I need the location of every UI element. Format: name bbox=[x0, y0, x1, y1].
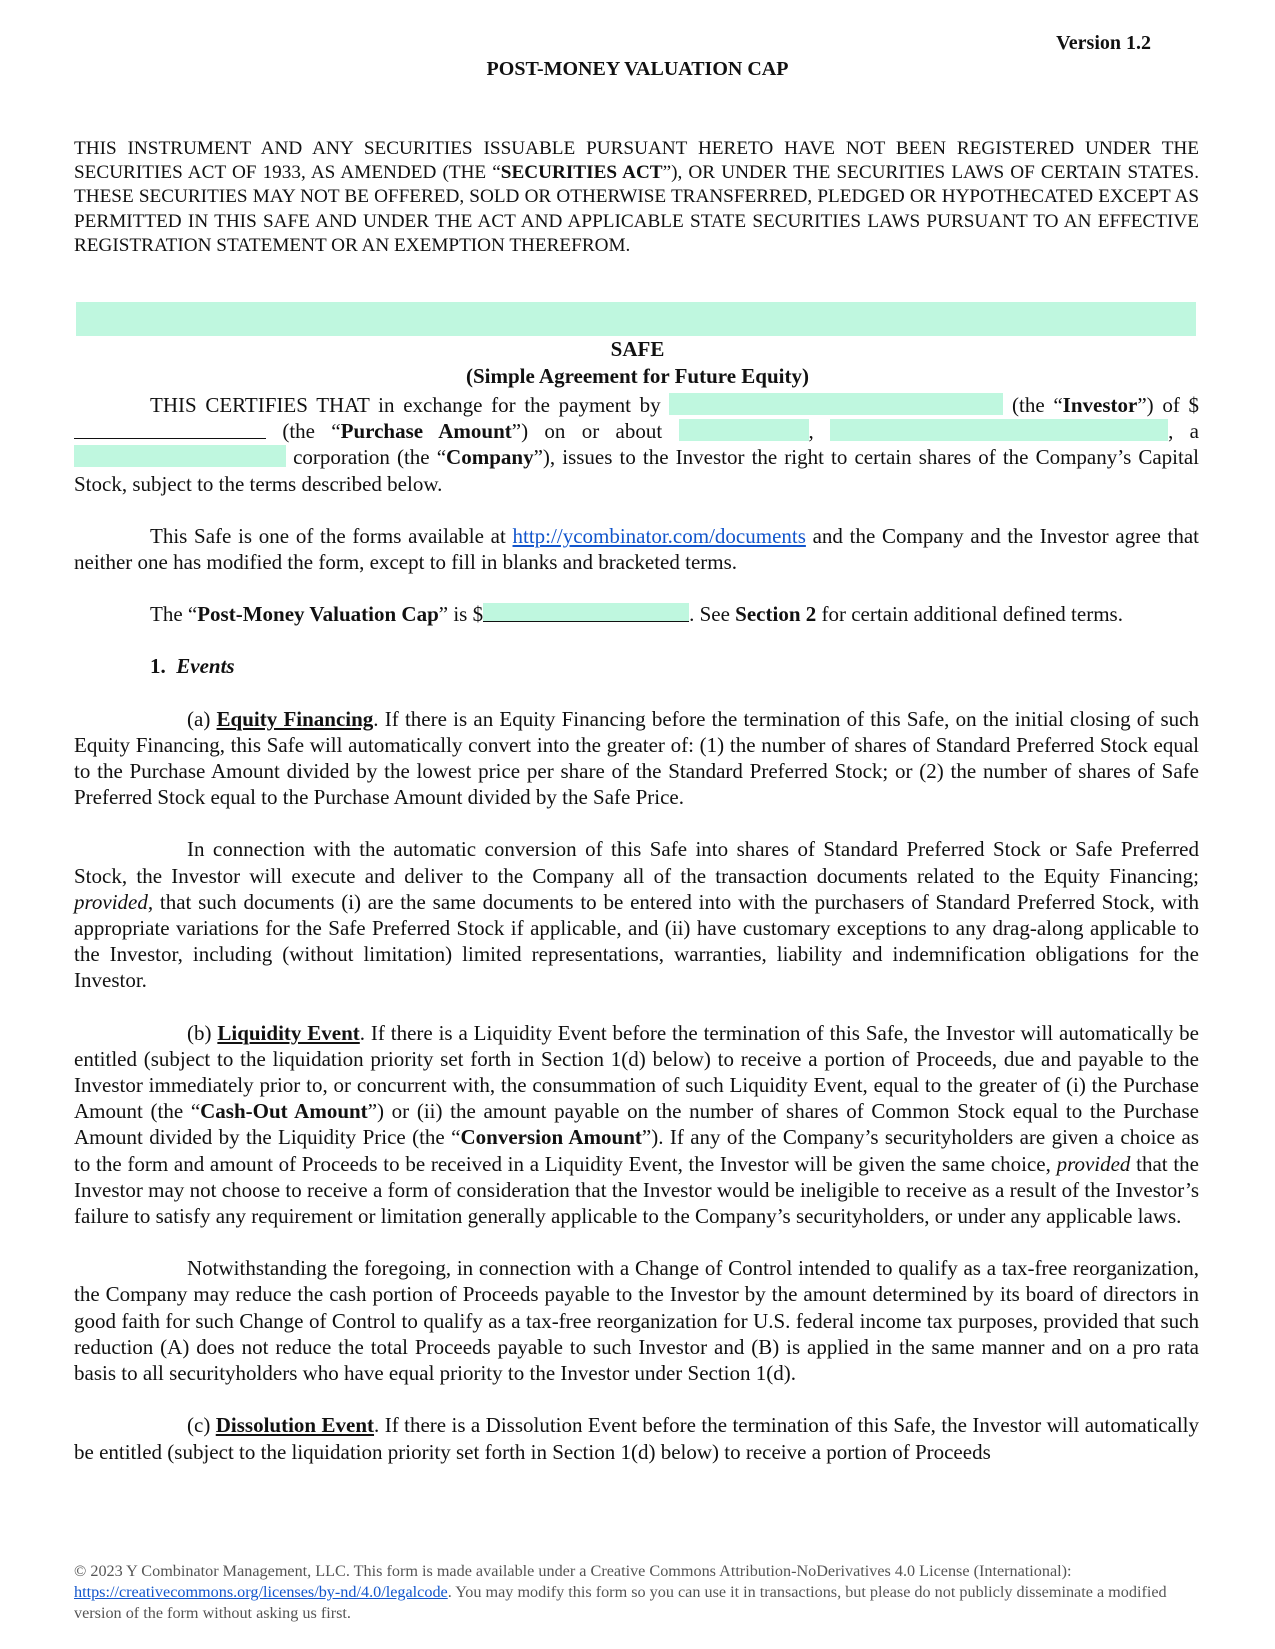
header-fill-field[interactable] bbox=[76, 302, 1196, 336]
ycombinator-documents-link[interactable]: http://ycombinator.com/documents bbox=[512, 523, 806, 548]
equity-financing-heading: Equity Financing bbox=[216, 706, 374, 731]
conversion-text-1: In connection with the automatic conversion of this Safe into shares of Standard Preferred Stock or Safe Preferred Stock, the Investor will execute and deliver to the Company all of the transaction documents related to the Equity Financing; bbox=[74, 837, 1199, 888]
investor-name-field[interactable] bbox=[669, 393, 1003, 415]
purchase-amount-field[interactable] bbox=[74, 420, 266, 439]
purchase-amount-term: Purchase Amount bbox=[340, 419, 512, 444]
year-field[interactable] bbox=[830, 419, 1168, 441]
intro-text-1: THIS CERTIFIES THAT in exchange for the payment by bbox=[150, 393, 670, 417]
paragraph-b-label: (b) bbox=[187, 1020, 218, 1045]
legend-text-1: THIS INSTRUMENT AND ANY SECURITIES ISSUABLE PURSUANT HERETO HAVE NOT BEEN REGISTERED UNDER THE SECURITIES ACT OF 1933, AS AMENDED (THE “ bbox=[74, 138, 1199, 184]
conversion-paragraph bbox=[74, 836, 1199, 993]
paragraph-c-text: . If there is a Dissolution Event before the termination of this Safe, the Investor will automatically be entitled (subject to the liquidation priority set forth in Section 1(d) below) to receive a portion of Proceeds bbox=[74, 1413, 1200, 1464]
intro-text-3: ”) of $ bbox=[1137, 393, 1199, 417]
valuation-cap-paragraph bbox=[74, 601, 1199, 627]
state-of-incorporation-field[interactable] bbox=[74, 445, 286, 467]
dissolution-event-heading: Dissolution Event bbox=[215, 1413, 375, 1438]
section-2-reference: Section 2 bbox=[735, 602, 817, 627]
intro-paragraph bbox=[74, 392, 1199, 497]
conversion-text-2: that such documents (i) are the same documents to be entered into with the purchasers of Standard Preferred Stock, with appropriate variations for the Safe Preferred Stock if applicable, and (ii) have customary exceptions to any drag-along applicable to the Investor, including (without limitation) limited representations, warranties, liability and indemnification obligations for the Investor. bbox=[74, 889, 1199, 993]
forms-text-2: and the Company and the Investor agree that neither one has modified the form, except to fill in blanks and bracketed terms. bbox=[74, 523, 1199, 575]
valuation-text-3: . See bbox=[689, 602, 736, 627]
securities-legend bbox=[74, 137, 1199, 258]
paragraph-b bbox=[74, 1020, 1199, 1230]
valuation-cap-term: Post-Money Valuation Cap bbox=[197, 602, 439, 627]
date-field[interactable] bbox=[679, 419, 809, 441]
forms-paragraph bbox=[74, 523, 1199, 575]
paragraph-b-text-2: ”) or (ii) the amount payable on the number of shares of Common Stock equal to the Purchase Amount divided by the Liquidity Price (the “ bbox=[74, 1099, 1199, 1150]
cash-out-amount-term: Cash-Out Amount bbox=[200, 1099, 368, 1124]
safe-title-line2: (Simple Agreement for Future Equity) bbox=[466, 364, 809, 388]
valuation-text-1: The “ bbox=[150, 602, 198, 627]
license-footer bbox=[74, 1561, 1204, 1624]
paragraph-c bbox=[74, 1412, 1199, 1464]
safe-title-line1: SAFE bbox=[610, 337, 665, 361]
provided-term: provided, bbox=[74, 889, 154, 914]
version-label: Version 1.2 bbox=[1056, 32, 1151, 54]
notwithstanding-paragraph: Notwithstanding the foregoing, in connection with a Change of Control intended to qualify as a tax-free reorganization, the Company may reduce the cash portion of Proceeds payable to the Investor by the amount determined by its board of directors in good faith for such Change of Control to qualify as a tax-free reorganization for U.S. federal income tax purposes, provided that such reduction (A) does not reduce the total Proceeds payable to such Investor and (B) is applied in the same manner and on a pro rata basis to all securityholders who have equal priority to the Investor under Section 1(d). bbox=[74, 1256, 1199, 1386]
section-1-title: Events bbox=[176, 654, 235, 679]
license-link[interactable]: https://creativecommons.org/licenses/by-nd/4.0/legalcode bbox=[74, 1583, 448, 1601]
section-1-heading bbox=[74, 653, 1199, 679]
safe-title bbox=[0, 336, 1275, 390]
company-term: Company bbox=[446, 445, 534, 470]
forms-text-1: This Safe is one of the forms available at bbox=[150, 523, 513, 548]
paragraph-b-text-1: . If there is a Liquidity Event before the termination of this Safe, the Investor will automatically be entitled (subject to the liquidation priority set forth in Section 1(d) below) to receive a portion of Proceeds, due and payable to the Investor immediately prior to, or concurrent with, the consummation of such Liquidity Event, equal to the greater of (i) the Purchase Amount (the “ bbox=[74, 1020, 1199, 1124]
investor-term: Investor bbox=[1062, 393, 1138, 417]
paragraph-b-text-3: ”). If any of the Company’s securityholders are given a choice as to the form and amount of Proceeds to be received in a Liquidity Event, the Investor will be given the same choice, bbox=[74, 1125, 1200, 1176]
section-1-number: 1. bbox=[150, 654, 166, 679]
intro-text-7: ”), issues to the Investor the right to certain shares of the Company’s Capital Stock, subject to the terms described below. bbox=[74, 445, 1199, 496]
intro-text-5: ”) on or about bbox=[511, 419, 679, 444]
intro-text-4: (the “ bbox=[266, 419, 341, 444]
valuation-text-4: for certain additional defined terms. bbox=[816, 602, 1123, 627]
conversion-amount-term: Conversion Amount bbox=[460, 1125, 642, 1150]
document-body bbox=[74, 392, 1199, 1491]
paragraph-a-label: (a) bbox=[187, 706, 217, 731]
intro-text-6: corporation (the “ bbox=[286, 445, 447, 470]
footer-text-1: © 2023 Y Combinator Management, LLC. This form is made available under a Creative Commons Attribution-NoDerivatives 4.0 License (International): bbox=[74, 1562, 1072, 1580]
legend-bold-term: SECURITIES ACT bbox=[500, 162, 663, 184]
provided-term-b: provided bbox=[1056, 1151, 1131, 1176]
footer-text-2: . You may modify this form so you can use it in transactions, but please do not publicly disseminate a modified version of the form without asking us first. bbox=[74, 1583, 1167, 1622]
paragraph-b-text-4: that the Investor may not choose to receive a form of consideration that the Investor would be ineligible to receive as a result of the Investor’s failure to satisfy any requirement or limitation generally applicable to the Company’s securityholders, or under any applicable laws. bbox=[74, 1151, 1199, 1229]
valuation-cap-field[interactable] bbox=[483, 603, 689, 622]
intro-text-2: (the “ bbox=[1003, 393, 1063, 417]
legend-text-2: ”), OR UNDER THE SECURITIES LAWS OF CERTAIN STATES. THESE SECURITIES MAY NOT BE OFFERED, SOLD OR OTHERWISE TRANSFERRED, PLEDGED OR HYPOTHECATED EXCEPT AS PERMITTED IN THIS SAFE AND UNDER THE ACT AND APPLICABLE STATE SECURITIES LAWS PURSUANT TO AN EFFECTIVE REGISTRATION STATEMENT OR AN EXEMPTION THEREFROM. bbox=[74, 162, 1199, 256]
valuation-text-2: ” is $ bbox=[438, 602, 484, 627]
liquidity-event-heading: Liquidity Event bbox=[217, 1020, 360, 1045]
paragraph-a-text: . If there is an Equity Financing before the termination of this Safe, on the initial closing of such Equity Financing, this Safe will automatically convert into the greater of: (1) the number of shares of Standard Preferred Stock equal to the Purchase Amount divided by the lowest price per share of the Standard Preferred Stock; or (2) the number of shares of Safe Preferred Stock equal to the Purchase Amount divided by the Safe Price. bbox=[74, 706, 1199, 810]
paragraph-c-label: (c) bbox=[187, 1413, 216, 1438]
paragraph-a bbox=[74, 706, 1199, 811]
document-title: POST-MONEY VALUATION CAP bbox=[486, 58, 789, 80]
intro-comma-1: , bbox=[808, 419, 831, 444]
intro-comma-2: , a bbox=[1168, 419, 1199, 444]
